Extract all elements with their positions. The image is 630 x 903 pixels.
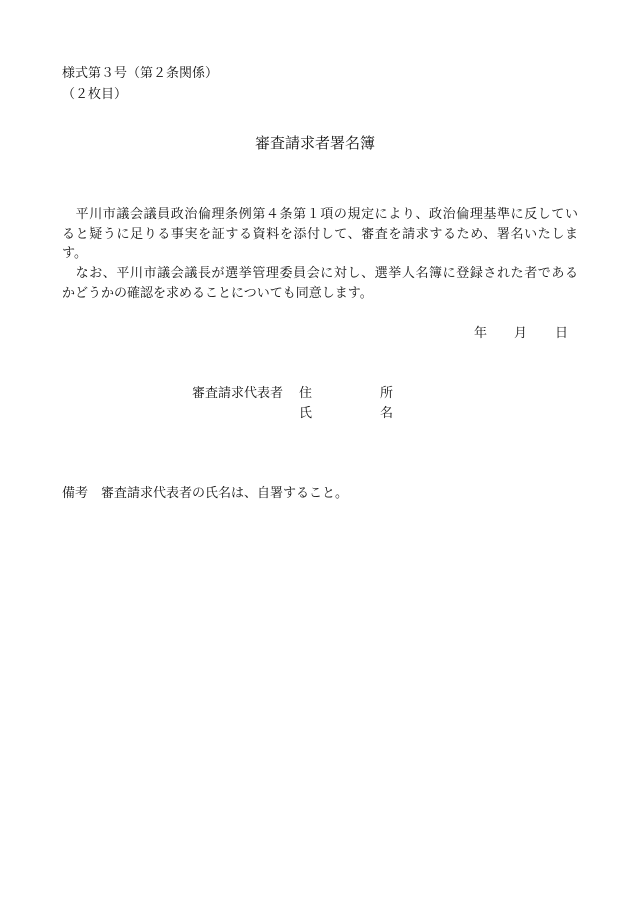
body-line: ると疑うに足りる事実を証する資料を添付して、審査を請求するため、署名いたしま: [62, 227, 578, 242]
address-label-b: 所: [380, 386, 394, 401]
name-label-b: 名: [380, 406, 394, 421]
date-year: 年: [474, 326, 488, 341]
address-label-a: 住: [299, 386, 313, 401]
name-label-a: 氏: [299, 406, 313, 421]
date-day: 日: [555, 326, 569, 341]
page-title: 審査請求者署名簿: [254, 134, 375, 152]
body-line: なお、平川市議会議長が選挙管理委員会に対し、選挙人名簿に登録された者である: [62, 266, 578, 281]
body-line: かどうかの確認を求めることについても同意します。: [62, 286, 373, 301]
form-number: 様式第３号（第２条関係）: [62, 66, 219, 81]
representative-label: 審査請求代表者: [192, 386, 284, 401]
sheet-number: （２枚目）: [62, 87, 128, 102]
date-month: 月: [514, 326, 528, 341]
body-line: す。: [62, 246, 87, 261]
remarks: 備考 審査請求代表者の氏名は、自署すること。: [62, 486, 349, 501]
body-line: 平川市議会議員政治倫理条例第４条第１項の規定により、政治倫理基準に反してい: [62, 207, 578, 222]
